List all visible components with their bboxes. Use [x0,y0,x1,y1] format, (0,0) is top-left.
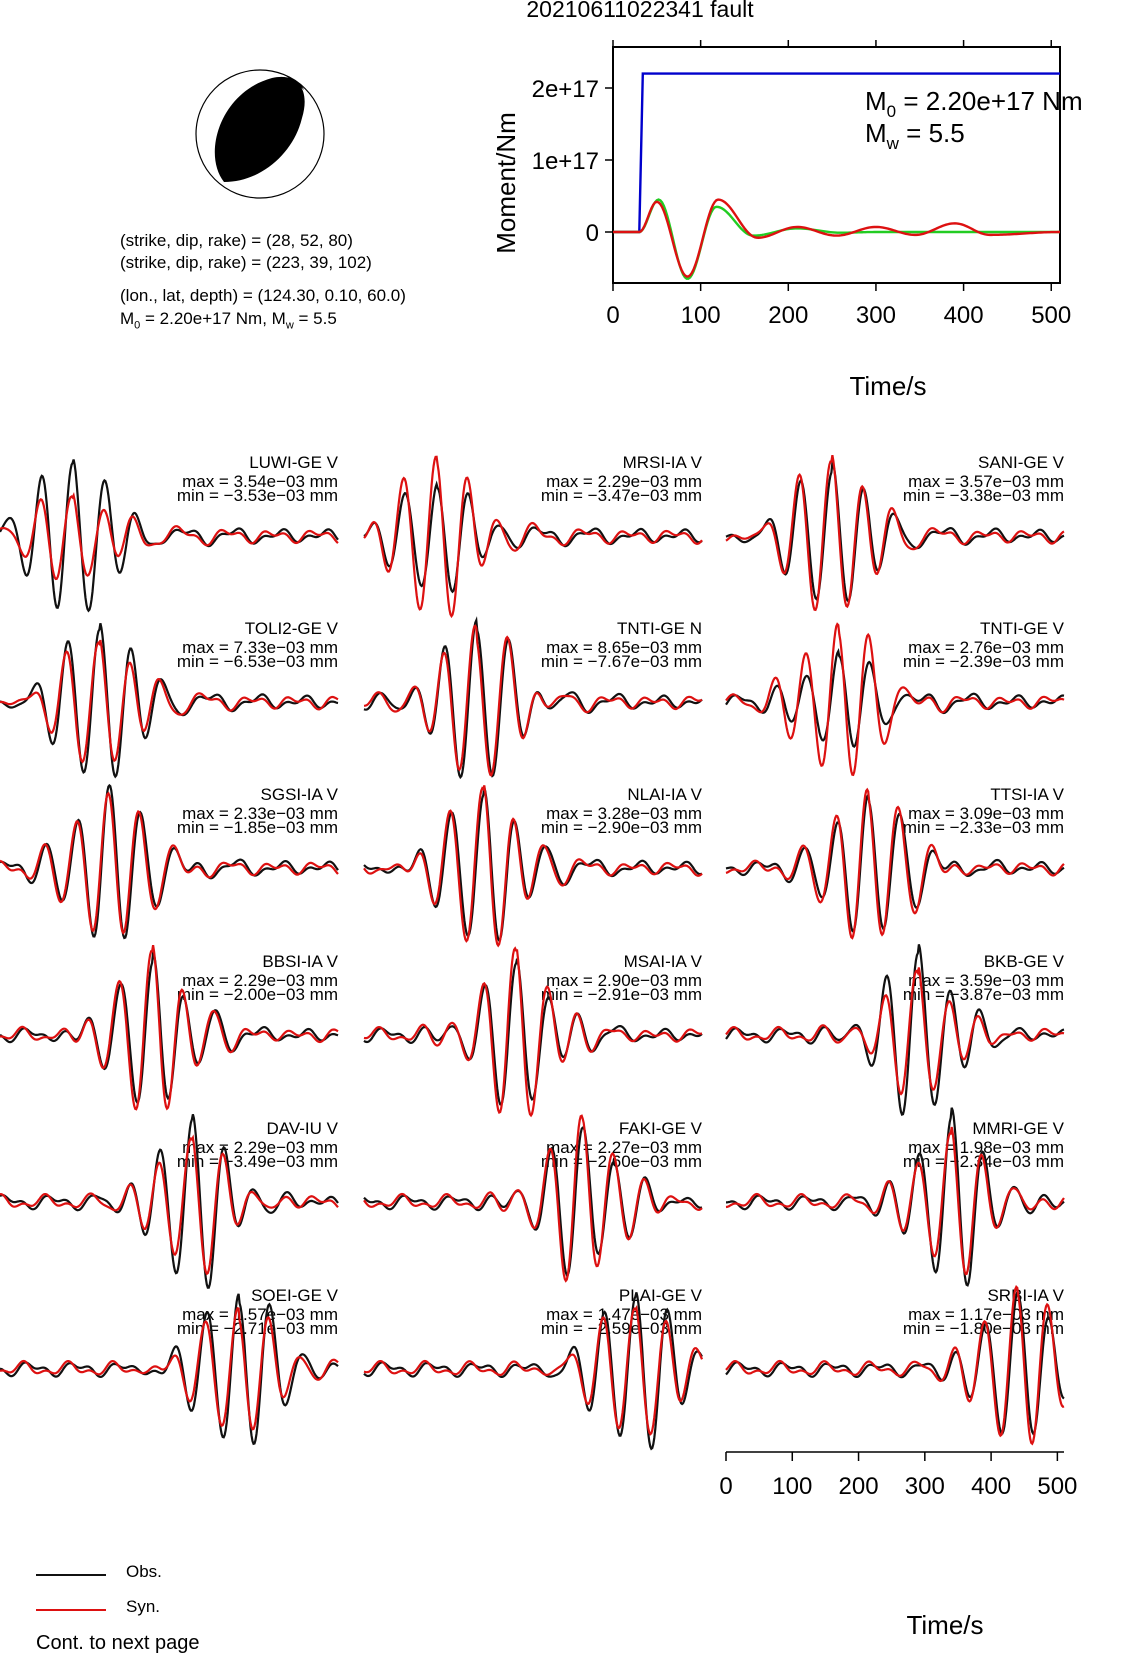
station-max: max = 2.90e−03 mm [546,971,702,990]
station-min: min = −7.67e−03 mm [540,652,702,671]
station-panel [364,619,702,777]
wave-xtick-label: 400 [971,1473,1012,1500]
station-max: max = 7.33e−03 mm [182,638,338,657]
station-label: DAV-IU V [266,1119,338,1138]
mw-sub: w [285,319,294,332]
station-min: min = −2.90e−03 mm [540,818,702,837]
station-panel [0,785,339,938]
moment-value: = 2.20e+17 Nm, M [140,309,286,328]
station-max: max = 2.29e−03 mm [182,971,338,990]
legend-syn-line [36,1609,106,1611]
mw-value: = 5.5 [293,309,337,328]
legend-obs-line [36,1574,106,1576]
station-max: max = 2.76e−03 mm [908,638,1064,657]
moment-xtick-label: 100 [680,302,721,329]
moment-ytick-label: 0 [585,220,599,247]
station-min: min = −3.53e−03 mm [176,486,338,505]
station-max: max = 1.17e−03 mm [908,1305,1064,1324]
moment-xlabel: Time/s [849,371,927,401]
continue-note: Cont. to next page [36,1632,200,1654]
nodal-plane-1: (strike, dip, rake) = (28, 52, 80) [120,231,353,250]
moment-xtick-label: 0 [606,302,620,329]
station-panel [364,1286,703,1449]
station-min: min = −2.91e−03 mm [540,985,702,1004]
nodal-plane-2: (strike, dip, rake) = (223, 39, 102) [120,253,372,272]
station-min: min = −2.71e−03 mm [176,1319,338,1338]
wave-xtick-label: 0 [719,1473,733,1500]
station-max: max = 3.28e−03 mm [546,804,702,823]
moment-ytick-label: 2e+17 [531,76,599,103]
mw-prefix: M [865,118,887,148]
station-panel [0,945,339,1109]
station-label: MMRI-GE V [972,1119,1064,1138]
station-min: min = −2.33e−03 mm [902,818,1064,837]
wave-xlabel: Time/s [906,1610,984,1640]
station-panel [726,1108,1065,1286]
source-location: (lon., lat, depth) = (124.30, 0.10, 60.0) [120,286,406,305]
station-max: max = 2.29e−03 mm [182,1138,338,1157]
station-label: BBSI-IA V [262,952,338,971]
station-label: MRSI-IA V [622,453,702,472]
station-min: min = −2.34e−03 mm [902,1152,1064,1171]
station-panel [726,785,1065,938]
wave-xtick-label: 100 [772,1473,813,1500]
station-panel [0,1114,339,1287]
station-max: max = 2.33e−03 mm [182,804,338,823]
moment-xtick-label: 500 [1031,302,1072,329]
moment-xtick-label: 300 [855,302,896,329]
mw-value: = 5.5 [898,118,965,148]
station-label: NLAI-IA V [627,785,702,804]
station-label: TNTI-GE V [979,619,1064,638]
station-max: max = 8.65e−03 mm [546,638,702,657]
station-panel [726,944,1065,1114]
moment-ytick-label: 1e+17 [531,148,599,175]
m0-value: = 2.20e+17 Nm [896,86,1083,116]
m0-sub: 0 [886,102,897,121]
page-title: 20210611022341 fault [526,0,754,22]
station-label: BKB-GE V [983,952,1064,971]
moment-xtick-label: 200 [768,302,809,329]
station-label: TTSI-IA V [990,785,1064,804]
station-label: SANI-GE V [978,453,1064,472]
station-panel [364,785,703,946]
station-min: min = −3.87e−03 mm [902,985,1064,1004]
moment-prefix: M [120,309,135,328]
station-min: min = −2.00e−03 mm [176,985,338,1004]
legend-obs-label: Obs. [126,1562,162,1581]
station-max: max = 1.57e−03 mm [182,1305,338,1324]
m0-prefix: M [865,86,887,116]
station-max: max = 3.57e−03 mm [908,472,1064,491]
station-min: min = −6.53e−03 mm [176,652,338,671]
station-label: MSAI-IA V [623,952,702,971]
moment-xtick-label: 400 [943,302,984,329]
station-panel [364,948,703,1115]
station-min: min = −3.49e−03 mm [176,1152,338,1171]
wave-xtick-label: 200 [838,1473,879,1500]
legend-syn-label: Syn. [126,1597,161,1616]
station-max: max = 3.54e−03 mm [182,472,338,491]
station-min: min = −2.59e−03 mm [540,1319,702,1338]
station-panel [364,453,703,616]
station-label: SGSI-IA V [260,785,338,804]
station-max: max = 3.09e−03 mm [908,804,1064,823]
station-label: FAKI-GE V [618,1119,702,1138]
station-label: LUWI-GE V [249,453,338,472]
station-max: max = 1.47e−03 mm [546,1305,702,1324]
station-panel [0,619,339,777]
station-max: max = 3.59e−03 mm [908,971,1064,990]
station-label: SOEI-GE V [251,1286,338,1305]
station-min: min = −1.80e−03 mm [902,1319,1064,1338]
station-min: min = −3.47e−03 mm [540,486,702,505]
wave-xtick-label: 300 [904,1473,945,1500]
station-panel [364,1116,703,1281]
station-max: max = 2.27e−03 mm [546,1138,702,1157]
station-panel [726,619,1065,775]
moment-ylabel: Moment/Nm [491,112,521,254]
station-panel [0,453,339,611]
station-min: min = −2.39e−03 mm [902,652,1064,671]
station-max: max = 1.98e−03 mm [908,1138,1064,1157]
station-label: PLAI-GE V [618,1286,702,1305]
mw-sub: w [886,134,899,153]
wave-xtick-label: 500 [1037,1473,1078,1500]
station-label: TNTI-GE N [617,619,702,638]
station-label: TOLI2-GE V [244,619,338,638]
station-max: max = 2.29e−03 mm [546,472,702,491]
station-panel [726,1286,1065,1444]
station-label: SRBI-IA V [987,1286,1064,1305]
station-panel [726,453,1065,610]
station-min: min = −2.60e−03 mm [540,1152,702,1171]
moment-sub: 0 [134,319,141,332]
station-panel [0,1286,339,1444]
station-min: min = −1.85e−03 mm [176,818,338,837]
station-min: min = −3.38e−03 mm [902,486,1064,505]
